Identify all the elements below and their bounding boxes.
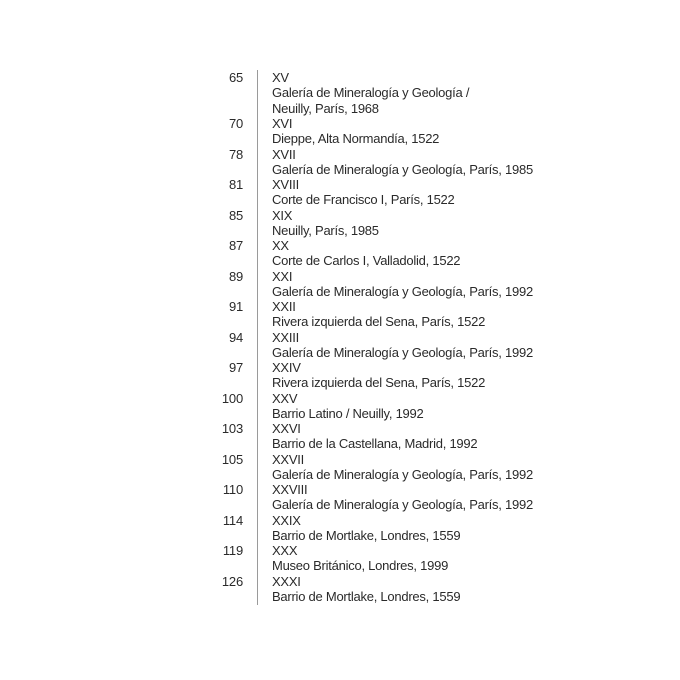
chapter-numeral: XXI	[272, 268, 293, 284]
chapter-caption: Galería de Mineralogía y Geología, París, 1992	[272, 466, 533, 482]
chapter-caption: Corte de Carlos I, Valladolid, 1522	[272, 253, 461, 269]
toc-entry	[0, 208, 680, 239]
toc-entry	[0, 360, 680, 391]
toc-entry	[0, 391, 680, 422]
chapter-caption: Museo Británico, Londres, 1999	[272, 558, 449, 574]
page-number: 110	[222, 482, 243, 497]
toc-entry	[0, 330, 680, 361]
entry-text	[272, 543, 502, 574]
toc-entry	[0, 299, 680, 330]
entry-text	[272, 482, 533, 513]
chapter-numeral: XXVII	[272, 451, 304, 467]
entry-text	[272, 329, 533, 361]
table-of-contents	[0, 70, 680, 604]
page-number: 94	[228, 329, 243, 345]
toc-entry	[0, 238, 680, 269]
chapter-caption: Rivera izquierda del Sena, París, 1522	[272, 314, 486, 330]
page-number: 70	[228, 116, 243, 131]
toc-entry	[0, 543, 680, 574]
chapter-caption: Dieppe, Alta Normandía, 1522	[272, 131, 440, 147]
toc-entry	[0, 513, 680, 544]
entry-text	[272, 574, 502, 605]
chapter-numeral: XXIX	[272, 512, 301, 528]
page-number: 87	[228, 238, 243, 253]
entry-text	[272, 451, 533, 483]
chapter-numeral: XXIV	[272, 360, 301, 375]
entry-text	[272, 299, 502, 330]
toc-entry	[0, 574, 680, 605]
page-number: 114	[222, 512, 243, 528]
entry-text	[272, 238, 502, 269]
toc-entry	[0, 452, 680, 483]
toc-entry	[0, 116, 680, 147]
chapter-caption: Barrio de Mortlake, Londres, 1559	[272, 527, 461, 543]
toc-entry	[0, 70, 680, 116]
chapter-caption: Galería de Mineralogía y Geología, París, 1985	[272, 161, 533, 177]
entry-text	[272, 70, 502, 116]
chapter-caption: Neuilly, París, 1985	[272, 222, 379, 238]
chapter-numeral: XVIII	[272, 177, 299, 192]
chapter-numeral: XX	[272, 238, 289, 253]
chapter-numeral: XIX	[272, 207, 293, 223]
chapter-numeral: XXX	[272, 543, 298, 558]
chapter-caption: Barrio Latino / Neuilly, 1992	[272, 405, 424, 421]
entry-text	[272, 177, 502, 208]
entry-text	[272, 116, 502, 147]
entry-text	[272, 208, 502, 239]
page-number: 100	[221, 390, 243, 406]
chapter-numeral: XXXI	[272, 573, 301, 589]
chapter-numeral: XV	[272, 70, 289, 85]
page-number: 97	[228, 360, 243, 375]
chapter-caption: Rivera izquierda del Sena, París, 1522	[272, 375, 486, 391]
page-number: 126	[221, 573, 243, 589]
chapter-caption: Corte de Francisco I, París, 1522	[272, 192, 455, 208]
chapter-numeral: XVI	[272, 116, 293, 131]
chapter-numeral: XXII	[272, 299, 296, 314]
chapter-numeral: XXVIII	[272, 482, 308, 497]
entry-text	[272, 391, 502, 422]
entry-text	[272, 360, 502, 391]
chapter-caption: Barrio de Mortlake, Londres, 1559	[272, 588, 461, 604]
page-number: 89	[228, 268, 243, 284]
page-number: 119	[222, 543, 243, 558]
entry-text	[272, 146, 533, 178]
toc-entry	[0, 269, 680, 300]
chapter-caption: Galería de Mineralogía y Geología, París, 1992	[272, 344, 533, 360]
toc-entry	[0, 421, 680, 452]
chapter-caption: Galería de Mineralogía y Geología / Neuilly, París, 1968	[272, 85, 470, 116]
page-number: 103	[221, 421, 243, 436]
page-number: 81	[228, 177, 243, 192]
chapter-numeral: XXVI	[272, 421, 301, 436]
column-divider	[257, 70, 258, 605]
page-number: 91	[228, 299, 243, 314]
page-number: 85	[228, 207, 243, 223]
page-number: 78	[228, 146, 243, 162]
page-number: 65	[228, 70, 243, 85]
chapter-caption: Galería de Mineralogía y Geología, París, 1992	[272, 497, 533, 513]
chapter-numeral: XXV	[272, 390, 298, 406]
toc-entry	[0, 177, 680, 208]
toc-entry	[0, 147, 680, 178]
entry-text	[272, 421, 502, 452]
page-number: 105	[221, 451, 243, 467]
chapter-caption: Galería de Mineralogía y Geología, París, 1992	[272, 283, 533, 299]
chapter-numeral: XVII	[272, 146, 296, 162]
toc-entry	[0, 482, 680, 513]
entry-text	[272, 268, 533, 300]
entry-text	[272, 513, 502, 544]
chapter-numeral: XXIII	[272, 329, 299, 345]
chapter-caption: Barrio de la Castellana, Madrid, 1992	[272, 436, 478, 452]
